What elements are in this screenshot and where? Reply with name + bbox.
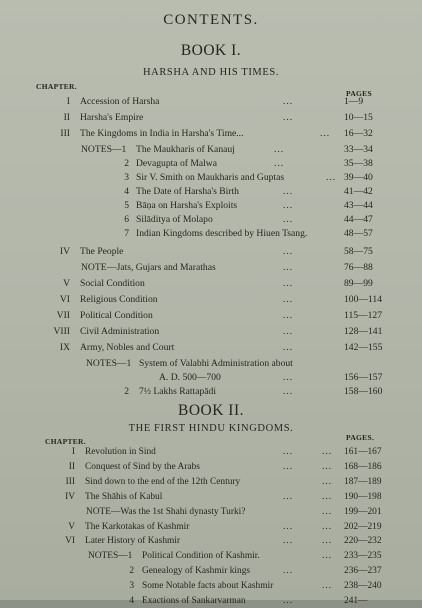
book-1-chapter-label: CHAPTER. xyxy=(36,82,77,91)
entry-pages: 158—160 xyxy=(344,386,383,397)
entry-title: Civil Administration xyxy=(80,326,160,337)
entry-number: NOTES—1 xyxy=(81,144,127,155)
entry-number: I xyxy=(66,96,70,107)
entry-title: System of Valabhi Administration about xyxy=(139,358,293,369)
entry-dots: ... xyxy=(283,214,294,225)
entry-pages: 58—75 xyxy=(344,246,373,257)
entry-title: Genealogy of Kashmir kings xyxy=(142,566,251,577)
entry-pages: 161—167 xyxy=(344,447,382,457)
entry-dots: ... xyxy=(322,461,333,472)
entry-number: VII xyxy=(56,310,70,321)
entry-pages: 76—88 xyxy=(344,262,373,273)
toc-row xyxy=(0,475,422,489)
entry-dots: ... xyxy=(283,278,294,289)
toc-row xyxy=(0,341,422,355)
toc-row xyxy=(0,111,422,125)
entry-dots: ... xyxy=(283,521,294,532)
entry-number: V xyxy=(68,521,75,532)
entry-title: Exactions of Sankarvarman xyxy=(142,596,246,606)
entry-dots: ... xyxy=(283,186,294,197)
entry-title: The Shāhis of Kabul xyxy=(85,491,163,502)
toc-row xyxy=(0,277,422,291)
entry-title: Sind down to the end of the 12th Century xyxy=(85,476,241,487)
book-2-chapter-label: CHAPTER. xyxy=(45,437,86,446)
entry-pages: 128—141 xyxy=(344,326,383,337)
entry-number: VI xyxy=(59,294,70,305)
entry-pages: 220—232 xyxy=(344,536,382,547)
book-2-heading: BOOK II. xyxy=(178,402,244,419)
book-1-subtitle: HARSHA AND HIS TIMES. xyxy=(142,67,280,78)
entry-number: V xyxy=(63,278,70,289)
toc-row xyxy=(0,245,422,259)
entry-number: NOTE xyxy=(86,506,111,517)
toc-row xyxy=(0,385,422,399)
entry-dots: ... xyxy=(283,326,294,337)
entry-pages: 142—155 xyxy=(344,342,383,353)
entry-title: The Date of Harsha's Birth xyxy=(136,186,239,197)
book-1-pages-label: PAGES xyxy=(346,89,372,98)
entry-number: IV xyxy=(65,491,75,502)
entry-number: NOTES—1 xyxy=(86,358,132,369)
entry-pages: 1—9 xyxy=(344,96,364,107)
entry-title: Social Condition xyxy=(80,278,145,289)
entry-number: NOTES—1 xyxy=(88,551,133,562)
entry-dots: ... xyxy=(322,506,333,517)
entry-title: The People xyxy=(80,246,124,257)
entry-pages: 33—34 xyxy=(344,144,373,155)
entry-title: The Kingdoms in India in Harsha's Time... xyxy=(80,128,244,139)
entry-title: Political Condition of Kashmir. xyxy=(142,551,260,562)
toc-row xyxy=(0,460,422,474)
book-2-subtitle: THE FIRST HINDU KINGDOMS. xyxy=(128,423,294,434)
entry-pages: 48—57 xyxy=(344,228,373,239)
entry-pages: 236—237 xyxy=(344,566,382,577)
entry-dots: ... xyxy=(283,294,294,305)
book-1-heading: BOOK I. xyxy=(180,42,242,59)
toc-row xyxy=(0,171,422,185)
toc-row xyxy=(0,371,422,385)
entry-number: IX xyxy=(59,342,70,353)
entry-pages: 156—157 xyxy=(344,372,383,383)
toc-row xyxy=(0,325,422,339)
entry-number: 6 xyxy=(124,214,129,225)
entry-dots: ... xyxy=(322,491,333,502)
toc-row xyxy=(0,261,422,275)
entry-title: Army, Nobles and Court xyxy=(80,342,175,353)
entry-dots: ... xyxy=(322,447,333,457)
entry-pages: 202—219 xyxy=(344,521,382,532)
entry-pages: 41—42 xyxy=(344,186,373,197)
entry-number: 5 xyxy=(124,200,129,211)
toc-row xyxy=(0,520,422,534)
entry-dots: ... xyxy=(283,262,294,273)
entry-title: Later History of Kashmir xyxy=(85,536,181,547)
entry-title: —Jats, Gujars and Marathas xyxy=(107,262,216,273)
entry-number: 7 xyxy=(124,228,129,239)
toc-row xyxy=(0,213,422,227)
entry-title: The Maukharis of Kanauj xyxy=(136,144,235,155)
entry-title: Devagupta of Malwa xyxy=(136,158,217,169)
toc-row xyxy=(0,490,422,504)
entry-pages: 35—38 xyxy=(344,158,373,169)
entry-number: VIII xyxy=(53,326,70,337)
contents-title: CONTENTS. xyxy=(163,12,259,28)
entry-dots: ... xyxy=(283,461,294,472)
entry-dots: ... xyxy=(274,144,285,155)
entry-number: III xyxy=(60,128,70,139)
entry-title: Bāṇa on Harsha's Exploits xyxy=(136,200,238,211)
entry-pages: 89—99 xyxy=(344,278,373,289)
toc-row xyxy=(0,445,422,459)
entry-title: —Was the 1st Shahi dynasty Turki? xyxy=(111,506,246,517)
entry-title: Indian Kingdoms described by Hiuen Tsang. xyxy=(136,228,308,239)
entry-title: Conquest of Sind by the Arabs xyxy=(85,461,200,472)
entry-title: Accession of Harsha xyxy=(80,96,160,107)
entry-pages: 233—235 xyxy=(344,551,382,562)
toc-row xyxy=(0,293,422,307)
entry-dots: ... xyxy=(274,158,285,169)
entry-number: I xyxy=(71,447,75,457)
entry-dots: ... xyxy=(322,551,333,562)
entry-pages: 241— xyxy=(344,596,368,606)
entry-dots: ... xyxy=(322,536,333,547)
toc-row xyxy=(0,579,422,593)
entry-dots: ... xyxy=(283,372,294,383)
entry-title: Sir V. Smith on Maukharis and Guptas xyxy=(136,172,285,183)
entry-number: NOTE xyxy=(81,262,107,273)
entry-number: 2 xyxy=(124,158,129,169)
entry-number: 4 xyxy=(124,186,129,197)
entry-dots: ... xyxy=(322,581,333,592)
entry-title: Revolution in Sind xyxy=(85,447,156,457)
entry-dots: ... xyxy=(283,200,294,211)
toc-row xyxy=(0,505,422,519)
entry-title: 7½ Lakhs Rattapādi xyxy=(139,386,216,397)
entry-title: Political Condition xyxy=(80,310,153,321)
entry-pages: 115—127 xyxy=(344,310,383,321)
entry-dots: ... xyxy=(283,112,294,123)
entry-number: III xyxy=(65,476,75,487)
entry-dots: ... xyxy=(283,96,294,107)
entry-title: The Karkotakas of Kashmir xyxy=(85,521,190,532)
entry-dots: ... xyxy=(283,310,294,321)
entry-pages: 168—186 xyxy=(344,461,382,472)
toc-row xyxy=(0,227,422,241)
toc-row xyxy=(0,534,422,548)
entry-pages: 10—15 xyxy=(344,112,373,123)
entry-dots: ... xyxy=(283,246,294,257)
toc-row xyxy=(0,549,422,563)
toc-row xyxy=(0,594,422,608)
entry-pages: 199—201 xyxy=(344,506,382,517)
entry-pages: 43—44 xyxy=(344,200,373,211)
toc-row xyxy=(0,185,422,199)
entry-number: II xyxy=(68,461,75,472)
entry-pages: 187—189 xyxy=(344,476,382,487)
entry-pages: 238—240 xyxy=(344,581,382,592)
book-2-pages-label: PAGES. xyxy=(346,433,375,442)
entry-pages: 190—198 xyxy=(344,491,382,502)
entry-dots: ... xyxy=(283,386,294,397)
entry-dots: ... xyxy=(283,342,294,353)
entry-dots: ... xyxy=(283,566,294,577)
entry-number: 2 xyxy=(124,386,129,397)
entry-pages: 44—47 xyxy=(344,214,373,225)
entry-dots: ... xyxy=(283,536,294,547)
toc-row xyxy=(0,564,422,578)
entry-pages: 16—32 xyxy=(344,128,373,139)
entry-title: A. D. 500—700 xyxy=(159,372,221,383)
entry-number: VI xyxy=(65,536,75,547)
entry-pages: 39—40 xyxy=(344,172,373,183)
toc-row xyxy=(0,199,422,213)
entry-dots: ... xyxy=(283,596,294,606)
toc-row xyxy=(0,127,422,141)
toc-row xyxy=(0,157,422,171)
toc-row xyxy=(0,143,422,157)
entry-dots: ... xyxy=(326,172,337,183)
toc-row xyxy=(0,357,422,371)
entry-dots: ... xyxy=(283,447,294,457)
entry-title: Some Notable facts about Kashmir xyxy=(142,581,274,592)
toc-row xyxy=(0,95,422,109)
entry-dots: ... xyxy=(320,128,331,139)
entry-number: 4 xyxy=(129,596,134,606)
entry-number: 2 xyxy=(129,566,134,577)
entry-number: IV xyxy=(59,246,70,257)
entry-dots: ... xyxy=(322,476,333,487)
toc-row xyxy=(0,309,422,323)
entry-number: 3 xyxy=(124,172,129,183)
entry-dots: ... xyxy=(322,521,333,532)
entry-dots: ... xyxy=(283,491,294,502)
entry-number: 3 xyxy=(129,581,134,592)
entry-pages: 100—114 xyxy=(344,294,383,305)
entry-title: Harsha's Empire xyxy=(80,112,144,123)
entry-title: Religious Condition xyxy=(80,294,158,305)
entry-number: II xyxy=(63,112,70,123)
entry-title: Silāditya of Molapo xyxy=(136,214,213,225)
